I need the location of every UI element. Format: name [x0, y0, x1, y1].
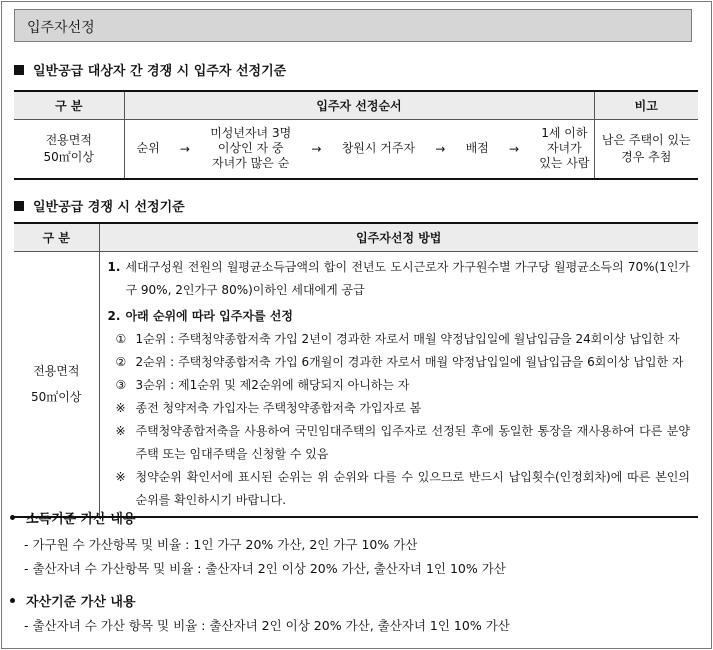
header-sequence: 입주자 선정순서	[124, 91, 594, 119]
square-bullet-icon	[14, 65, 24, 75]
note-item-2: ※ 주택청약종합저축을 사용하여 국민임대주택의 입주자로 선정된 후에 동일한 통장을 재사용하여 다른 분양주택 또는 임대주택을 신청할 수 있음	[115, 423, 690, 461]
sequence-step-1: 순위	[136, 141, 160, 155]
sequence-step-3: 창원시 거주자	[341, 141, 416, 155]
table-header-row	[14, 91, 698, 119]
table-header-row	[14, 223, 698, 251]
arrow-right-icon: →	[179, 141, 190, 156]
criteria-item-2: 2. 아래 순위에 따라 입주자를 선정	[107, 308, 293, 323]
criteria-item-1: 1. 세대구성원 전원의 월평균소득금액의 합이 전년도 도시근로자 가구원수별 가구당 월평균소득의 70%(1인가구 90%, 2인가구 80%)이하인 세대에게 공급	[107, 259, 690, 297]
note-cell: 남은 주택이 있는 경우 추첨	[594, 119, 698, 179]
asset-section	[10, 591, 510, 638]
income-section	[10, 508, 506, 581]
header-category: 구 분	[14, 91, 124, 119]
asset-heading: 자산기준 가산 내용	[10, 591, 510, 610]
sequence-step-5: 1세 이하 자녀가 있는 사람	[539, 126, 590, 170]
table-row	[14, 251, 698, 517]
section2-heading: 일반공급 경쟁 시 선정기준	[14, 196, 185, 215]
selection-order-table	[14, 90, 698, 180]
title-bar	[14, 9, 692, 42]
arrow-right-icon: →	[435, 141, 446, 156]
page-title: 입주자선정	[27, 20, 95, 36]
income-heading: 소득기준 가산 내용	[10, 508, 506, 527]
arrow-right-icon: →	[508, 141, 520, 156]
bullet-dot-icon	[10, 598, 15, 603]
bullet-dot-icon	[10, 515, 15, 520]
rank-item-3: ③ 3순위 : 제1순위 및 제2순위에 해당되지 아니하는 자	[115, 377, 410, 392]
category-cell: 전용면적 50㎡이상	[14, 119, 124, 179]
list-item: - 출산자녀 수 가산항목 및 비율 : 출산자녀 2인 이상 20% 가산, 출산자녀 1인 10% 가산	[24, 561, 506, 576]
list-item: - 가구원 수 가산항목 및 비율 : 1인 가구 20% 가산, 2인 가구 10% 가산	[24, 537, 418, 552]
rank-item-2: ② 2순위 : 주택청약종합저축 가입 6개월이 경과한 자로서 매월 약정납입일에 월납입금을 6회이상 납입한 자	[115, 354, 684, 369]
header-method: 입주자선정 방법	[99, 223, 698, 251]
note-item-3: ※ 청약순위 확인서에 표시된 순위는 위 순위와 다를 수 있으므로 반드시 납입횟수(인정회차)에 따른 본인의 순위를 확인하시기 바랍니다.	[115, 469, 690, 507]
header-category: 구 분	[14, 223, 99, 251]
list-item: - 출산자녀 수 가산 항목 및 비율 : 출산자녀 2인 이상 20% 가산, 출산자녀 1인 10% 가산	[24, 618, 510, 633]
method-cell	[99, 251, 698, 517]
sequence-step-2: 미성년자녀 3명 이상인 자 중 자녀가 많은 순	[210, 126, 292, 170]
note-item-1: ※ 종전 청약저축 가입자는 주택청약종합저축 가입자로 봄	[115, 400, 422, 415]
category-cell: 전용면적 50㎡이상	[14, 251, 99, 517]
arrow-right-icon: →	[311, 141, 322, 156]
sequence-step-4: 배점	[465, 141, 489, 155]
table-row	[14, 119, 698, 179]
rank-item-1: ① 1순위 : 주택청약종합저축 가입 2년이 경과한 자로서 매월 약정납입일에 월납입금을 24회이상 납입한 자	[115, 331, 680, 346]
sequence-cell	[124, 119, 594, 179]
section1-heading: 일반공급 대상자 간 경쟁 시 입주자 선정기준	[14, 60, 286, 79]
square-bullet-icon	[14, 201, 24, 211]
header-note: 비고	[594, 91, 698, 119]
selection-method-table	[14, 222, 698, 518]
